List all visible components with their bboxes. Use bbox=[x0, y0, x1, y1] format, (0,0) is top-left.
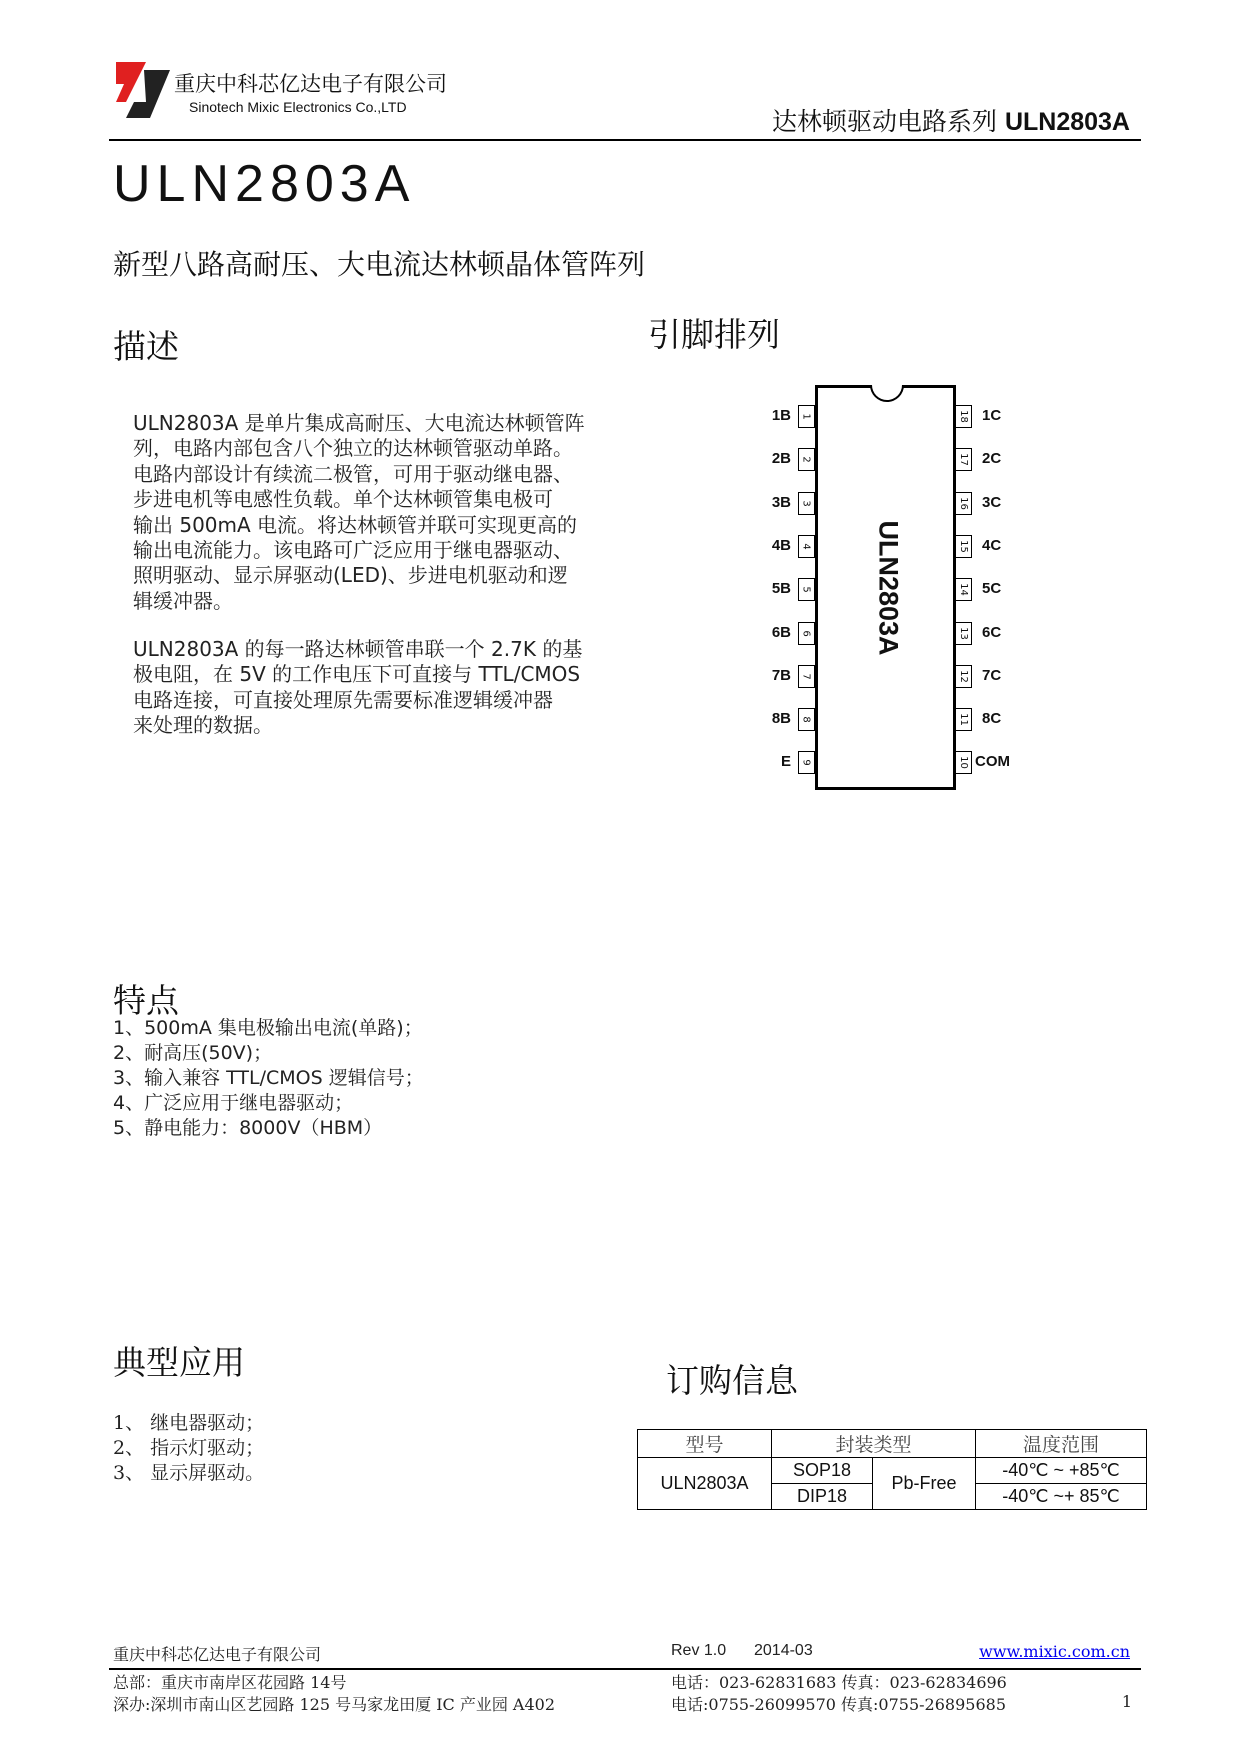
feature-item: 5、静电能力：8000V（HBM） bbox=[113, 1117, 383, 1139]
pin-number-box bbox=[798, 492, 815, 515]
pin-number-box bbox=[798, 751, 815, 774]
pin-number-box bbox=[955, 405, 972, 428]
pin-number-box bbox=[955, 448, 972, 471]
pin-number: 13 bbox=[957, 626, 969, 640]
feature-item: 4、广泛应用于继电器驱动； bbox=[113, 1092, 354, 1114]
pin-number: 11 bbox=[957, 713, 969, 726]
pin-number-box bbox=[798, 622, 815, 645]
pin-label: E bbox=[780, 753, 791, 771]
cell-package: SOP18 bbox=[772, 1458, 873, 1484]
pin-number: 14 bbox=[957, 583, 969, 597]
pin-number-box bbox=[955, 708, 972, 731]
pin-number-box bbox=[955, 622, 972, 645]
pin-number: 9 bbox=[801, 759, 812, 767]
application-item: 1、 继电器驱动； bbox=[113, 1412, 265, 1434]
pin-number-box bbox=[955, 665, 972, 688]
footer-rev: Rev 1.0 bbox=[671, 1642, 727, 1659]
pin-number-box bbox=[798, 578, 815, 601]
footer-sz-address: 深办:深圳市南山区艺园路 125 号马家龙田厦 IC 产业园 A402 bbox=[113, 1695, 556, 1714]
pin-number-box bbox=[798, 405, 815, 428]
application-item: 2、 指示灯驱动； bbox=[113, 1437, 265, 1459]
pin-label: 5C bbox=[982, 580, 1002, 598]
description-para-2: ULN2803A 的每一路达林顿管串联一个 2.7K 的基 极电阻，在 5V 的工作电压下可直接与 TTL/CMOS 电路连接，可直接处理原先需要标准逻辑缓冲器 来处理的数据。 bbox=[133, 637, 583, 738]
footer-hq-address: 总部：重庆市南岸区花园路 14号 bbox=[113, 1673, 347, 1692]
pin-number-box bbox=[955, 535, 972, 558]
table-row bbox=[638, 1458, 1147, 1484]
pin-number: 10 bbox=[957, 756, 969, 770]
pin-label: 2B bbox=[771, 450, 791, 468]
applications-heading: 典型应用 bbox=[113, 1343, 245, 1382]
pin-label: 2C bbox=[982, 450, 1002, 468]
series-name: 达林顿驱动电路系列 bbox=[771, 107, 997, 136]
pin-number: 16 bbox=[957, 496, 969, 510]
pin-number: 4 bbox=[801, 543, 812, 550]
ordering-heading: 订购信息 bbox=[666, 1361, 798, 1400]
header-package: 封装类型 bbox=[772, 1430, 976, 1458]
chip-label: ULN2803A bbox=[873, 520, 904, 656]
application-item: 3、 显示屏驱动。 bbox=[113, 1462, 265, 1484]
ordering-table bbox=[637, 1429, 1147, 1510]
pin-number-box bbox=[955, 751, 972, 774]
cell-package: DIP18 bbox=[772, 1484, 873, 1510]
page-subtitle: 新型八路高耐压、大电流达林顿晶体管阵列 bbox=[113, 248, 646, 281]
cell-lead: Pb-Free bbox=[873, 1458, 976, 1510]
pin-label: 5B bbox=[771, 580, 791, 598]
company-name-cn: 重庆中科芯亿达电子有限公司 bbox=[174, 72, 447, 96]
feature-item: 2、耐高压(50V)； bbox=[113, 1042, 273, 1064]
pin-number: 15 bbox=[957, 540, 969, 553]
pin-label: 4B bbox=[771, 536, 791, 554]
pin-label: 1C bbox=[982, 407, 1002, 424]
pin-label: 7C bbox=[982, 666, 1002, 684]
series-part: ULN2803A bbox=[1004, 108, 1130, 136]
pin-number: 5 bbox=[801, 586, 812, 593]
company-logo bbox=[116, 62, 170, 118]
description-para-1: ULN2803A 是单片集成高耐压、大电流达林顿管阵 列，电路内部包含八个独立的达林顿管驱动单路。 电路内部设计有续流二极管，可用于驱动继电器、 步进电机等电感性负载。单个达林顿管集电极可 输出 500mA 电流。将达林顿管并联可实现更高的 输出电流能力。该电路可广泛应用于继电器驱动、 照明驱动、显示屏驱动(LED)、步进电机驱动和逻 辑缓冲器。 bbox=[133, 411, 585, 613]
pin-number: 2 bbox=[801, 456, 812, 463]
chip-notch bbox=[870, 385, 904, 402]
pin-number: 7 bbox=[801, 673, 812, 680]
company-name-en: Sinotech Mixic Electronics Co.,LTD bbox=[189, 99, 407, 115]
header-model: 型号 bbox=[638, 1430, 772, 1458]
pin-label: 8C bbox=[982, 710, 1002, 728]
feature-item: 3、输入兼容 TTL/CMOS 逻辑信号； bbox=[113, 1067, 424, 1089]
pin-number-box bbox=[798, 535, 815, 558]
pin-number: 17 bbox=[957, 453, 969, 467]
header-temp: 温度范围 bbox=[976, 1430, 1147, 1458]
description-heading: 描述 bbox=[113, 327, 179, 366]
pin-label: 7B bbox=[771, 666, 791, 684]
footer-website-link[interactable]: www.mixic.com.cn bbox=[979, 1642, 1130, 1661]
pin-label: 1B bbox=[771, 407, 791, 424]
pin-number-box bbox=[955, 492, 972, 515]
pin-number: 18 bbox=[957, 410, 969, 423]
pin-number: 12 bbox=[957, 669, 969, 683]
pin-label: 6B bbox=[771, 623, 791, 641]
footer-sz-phone: 电话:0755-26099570 传真:0755-26895685 bbox=[671, 1695, 1006, 1714]
pin-label: 4C bbox=[982, 536, 1002, 554]
pinout-heading: 引脚排列 bbox=[648, 315, 780, 354]
pin-label: 3C bbox=[982, 493, 1002, 511]
cell-model: ULN2803A bbox=[638, 1458, 772, 1510]
features-list bbox=[113, 1016, 424, 1141]
header-rule bbox=[109, 139, 1141, 141]
applications-list bbox=[113, 1411, 264, 1486]
footer-company: 重庆中科芯亿达电子有限公司 bbox=[113, 1645, 322, 1664]
page-number: 1 bbox=[1121, 1692, 1132, 1711]
footer-date: 2014-03 bbox=[754, 1642, 813, 1659]
cell-temp: -40℃ ~ +85℃ bbox=[976, 1458, 1147, 1484]
pin-number: 6 bbox=[801, 629, 812, 637]
pin-label: COM bbox=[975, 753, 1010, 771]
chip-body bbox=[815, 385, 956, 790]
pin-label: 6C bbox=[982, 623, 1002, 641]
pin-number: 8 bbox=[801, 716, 812, 723]
footer-hq-phone: 电话：023-62831683 传真：023-62834696 bbox=[671, 1673, 1007, 1692]
pin-number: 1 bbox=[801, 413, 812, 420]
pin-number-box bbox=[798, 665, 815, 688]
series-title bbox=[772, 102, 1130, 138]
table-header-row bbox=[638, 1430, 1147, 1458]
features-heading: 特点 bbox=[113, 981, 179, 1020]
pin-label: 8B bbox=[771, 710, 791, 728]
cell-temp: -40℃ ~+ 85℃ bbox=[976, 1484, 1147, 1510]
feature-item: 1、500mA 集电极输出电流(单路)； bbox=[113, 1017, 423, 1039]
pin-label: 3B bbox=[771, 493, 791, 511]
pin-number: 3 bbox=[801, 499, 812, 507]
page-title: ULN2803A bbox=[113, 155, 416, 213]
pin-number-box bbox=[798, 708, 815, 731]
pin-number-box bbox=[955, 578, 972, 601]
pin-number-box bbox=[798, 448, 815, 471]
